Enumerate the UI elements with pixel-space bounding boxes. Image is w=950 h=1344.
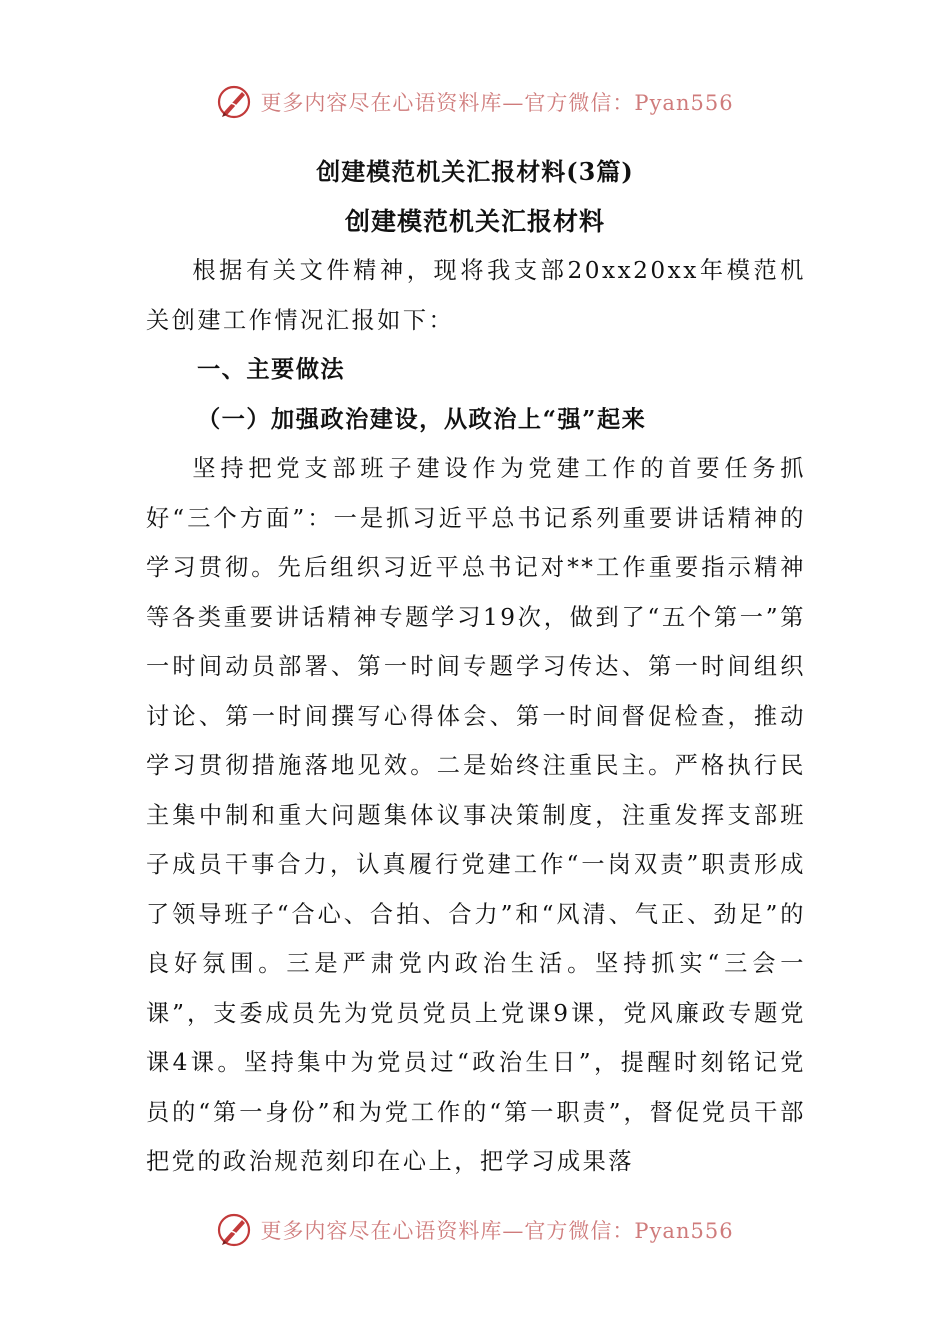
watermark-banner-bottom [0,1210,950,1250]
document-title: 创建模范机关汇报材料(3篇) [316,157,634,186]
document-body [146,246,806,1187]
body-paragraph: 坚持把党支部班子建设作为党建工作的首要任务抓好“三个方面”：一是抓习近平总书记系列重要讲话精神的学习贯彻。先后组织习近平总书记对**工作重要指示精神等各类重要讲话精神专题学习19次，做到了“五个第一”第一时间动员部署、第一时间专题学习传达、第一时间组织讨论、第一时间撰写心得体会、第一时间督促检查，推动学习贯彻措施落地见效。二是始终注重民主。严格执行民主集中制和重大问题集体议事决策制度，注重发挥支部班子成员干事合力，认真履行党建工作“一岗双责”职责形成了领导班子“合心、合拍、合力”和“风清、气正、劲足”的良好氛围。三是严肃党内政治生活。坚持抓实“三会一课”，支委成员先为党员党员上党课9课，党风廉政专题党课4课。坚持集中为党员过“政治生日”，提醒时刻铭记党员的“第一身份”和为党工作的“第一职责”，督促党员干部把党的政治规范刻印在心上，把学习成果落 [146,455,806,1175]
document-subtitle: 创建模范机关汇报材料 [344,207,605,236]
watermark-banner-top [0,82,950,122]
pen-logo-icon [216,1212,252,1248]
section-heading: 一、主要做法 [197,356,346,383]
subsection-heading: （一）加强政治建设，从政治上“强”起来 [197,405,647,433]
watermark-text: 更多内容尽在心语资料库—官方微信：Pyan556 [260,1219,734,1243]
watermark-text: 更多内容尽在心语资料库—官方微信：Pyan556 [260,91,734,115]
intro-paragraph: 根据有关文件精神，现将我支部20xx20xx年模范机关创建工作情况汇报如下： [146,257,806,334]
pen-logo-icon [216,84,252,120]
